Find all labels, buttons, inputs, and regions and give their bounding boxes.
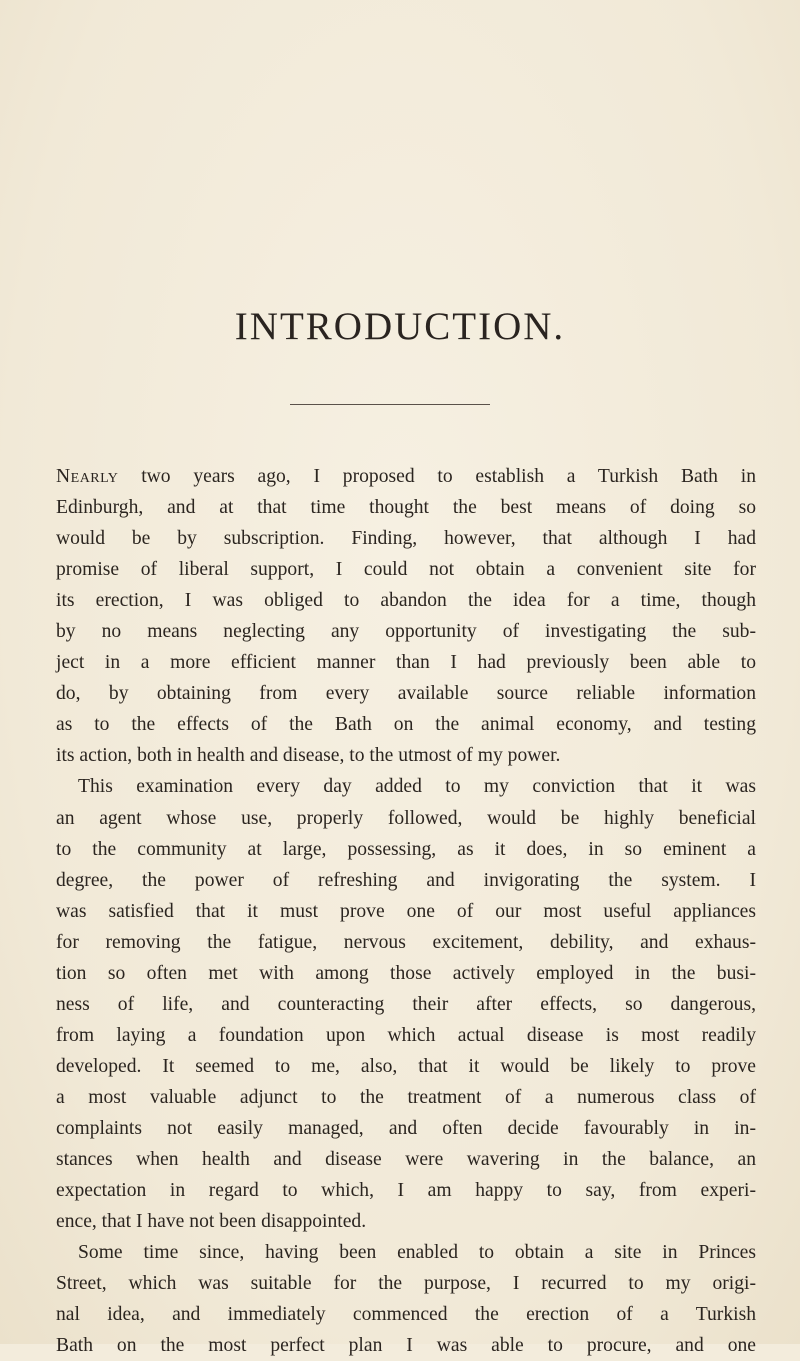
- text-line: stances when health and disease were wavering in the balance, an: [56, 1149, 756, 1171]
- text-line: complaints not easily managed, and often decide favourably in in-: [56, 1117, 756, 1139]
- text-line: by no means neglecting any opportunity of investigating the sub-: [56, 621, 756, 643]
- text-line: was satisfied that it must prove one of our most useful appliances: [56, 900, 756, 922]
- text-line: ness of life, and counteracting their after effects, so dangerous,: [56, 993, 756, 1015]
- text-line: its action, both in health and disease, to the utmost of my power.: [56, 745, 561, 767]
- text-line: as to the effects of the Bath on the animal economy, and testing: [56, 714, 756, 736]
- text-line: This examination every day added to my conviction that it was: [78, 776, 756, 798]
- text-line: promise of liberal support, I could not obtain a convenient site for: [56, 559, 756, 581]
- text-line: to the community at large, possessing, as it does, in so eminent a: [56, 838, 756, 860]
- chapter-heading: INTRODUCTION.: [234, 305, 566, 348]
- text-line: expectation in regard to which, I am happy to say, from experi-: [56, 1180, 756, 1202]
- text-line: developed. It seemed to me, also, that it would be likely to prove: [56, 1055, 756, 1077]
- text-line: an agent whose use, properly followed, would be highly beneficial: [56, 807, 756, 829]
- heading-divider: [290, 404, 490, 405]
- text-line: degree, the power of refreshing and invigorating the system. I: [56, 869, 756, 891]
- text-line: for removing the fatigue, nervous excitement, debility, and exhaus-: [56, 931, 756, 953]
- text-line: ence, that I have not been disappointed.: [56, 1211, 367, 1233]
- text-line: a most valuable adjunct to the treatment of a numerous class of: [56, 1086, 756, 1108]
- paragraph-lead-word: Nearly: [56, 466, 119, 487]
- text-line: Street, which was suitable for the purpose, I recurred to my origi-: [56, 1273, 756, 1295]
- text-line: tion so often met with among those actively employed in the busi-: [56, 962, 756, 984]
- text-line: Bath on the most perfect plan I was able to procure, and one: [56, 1335, 756, 1357]
- text-line: Edinburgh, and at that time thought the best means of doing so: [56, 497, 756, 519]
- text-line: ject in a more efficient manner than I had previously been able to: [56, 652, 756, 674]
- text-line: Nearly two years ago, I proposed to establish a Turkish Bath in: [56, 466, 756, 487]
- text-line: Some time since, having been enabled to obtain a site in Princes: [78, 1242, 756, 1264]
- text-line: would be by subscription. Finding, however, that although I had: [56, 528, 756, 550]
- text-line: do, by obtaining from every available source reliable information: [56, 683, 756, 705]
- text-line: its erection, I was obliged to abandon the idea for a time, though: [56, 590, 756, 612]
- text-line: nal idea, and immediately commenced the erection of a Turkish: [56, 1304, 756, 1326]
- body-text: [56, 461, 756, 1361]
- text-line: from laying a foundation upon which actual disease is most readily: [56, 1024, 756, 1046]
